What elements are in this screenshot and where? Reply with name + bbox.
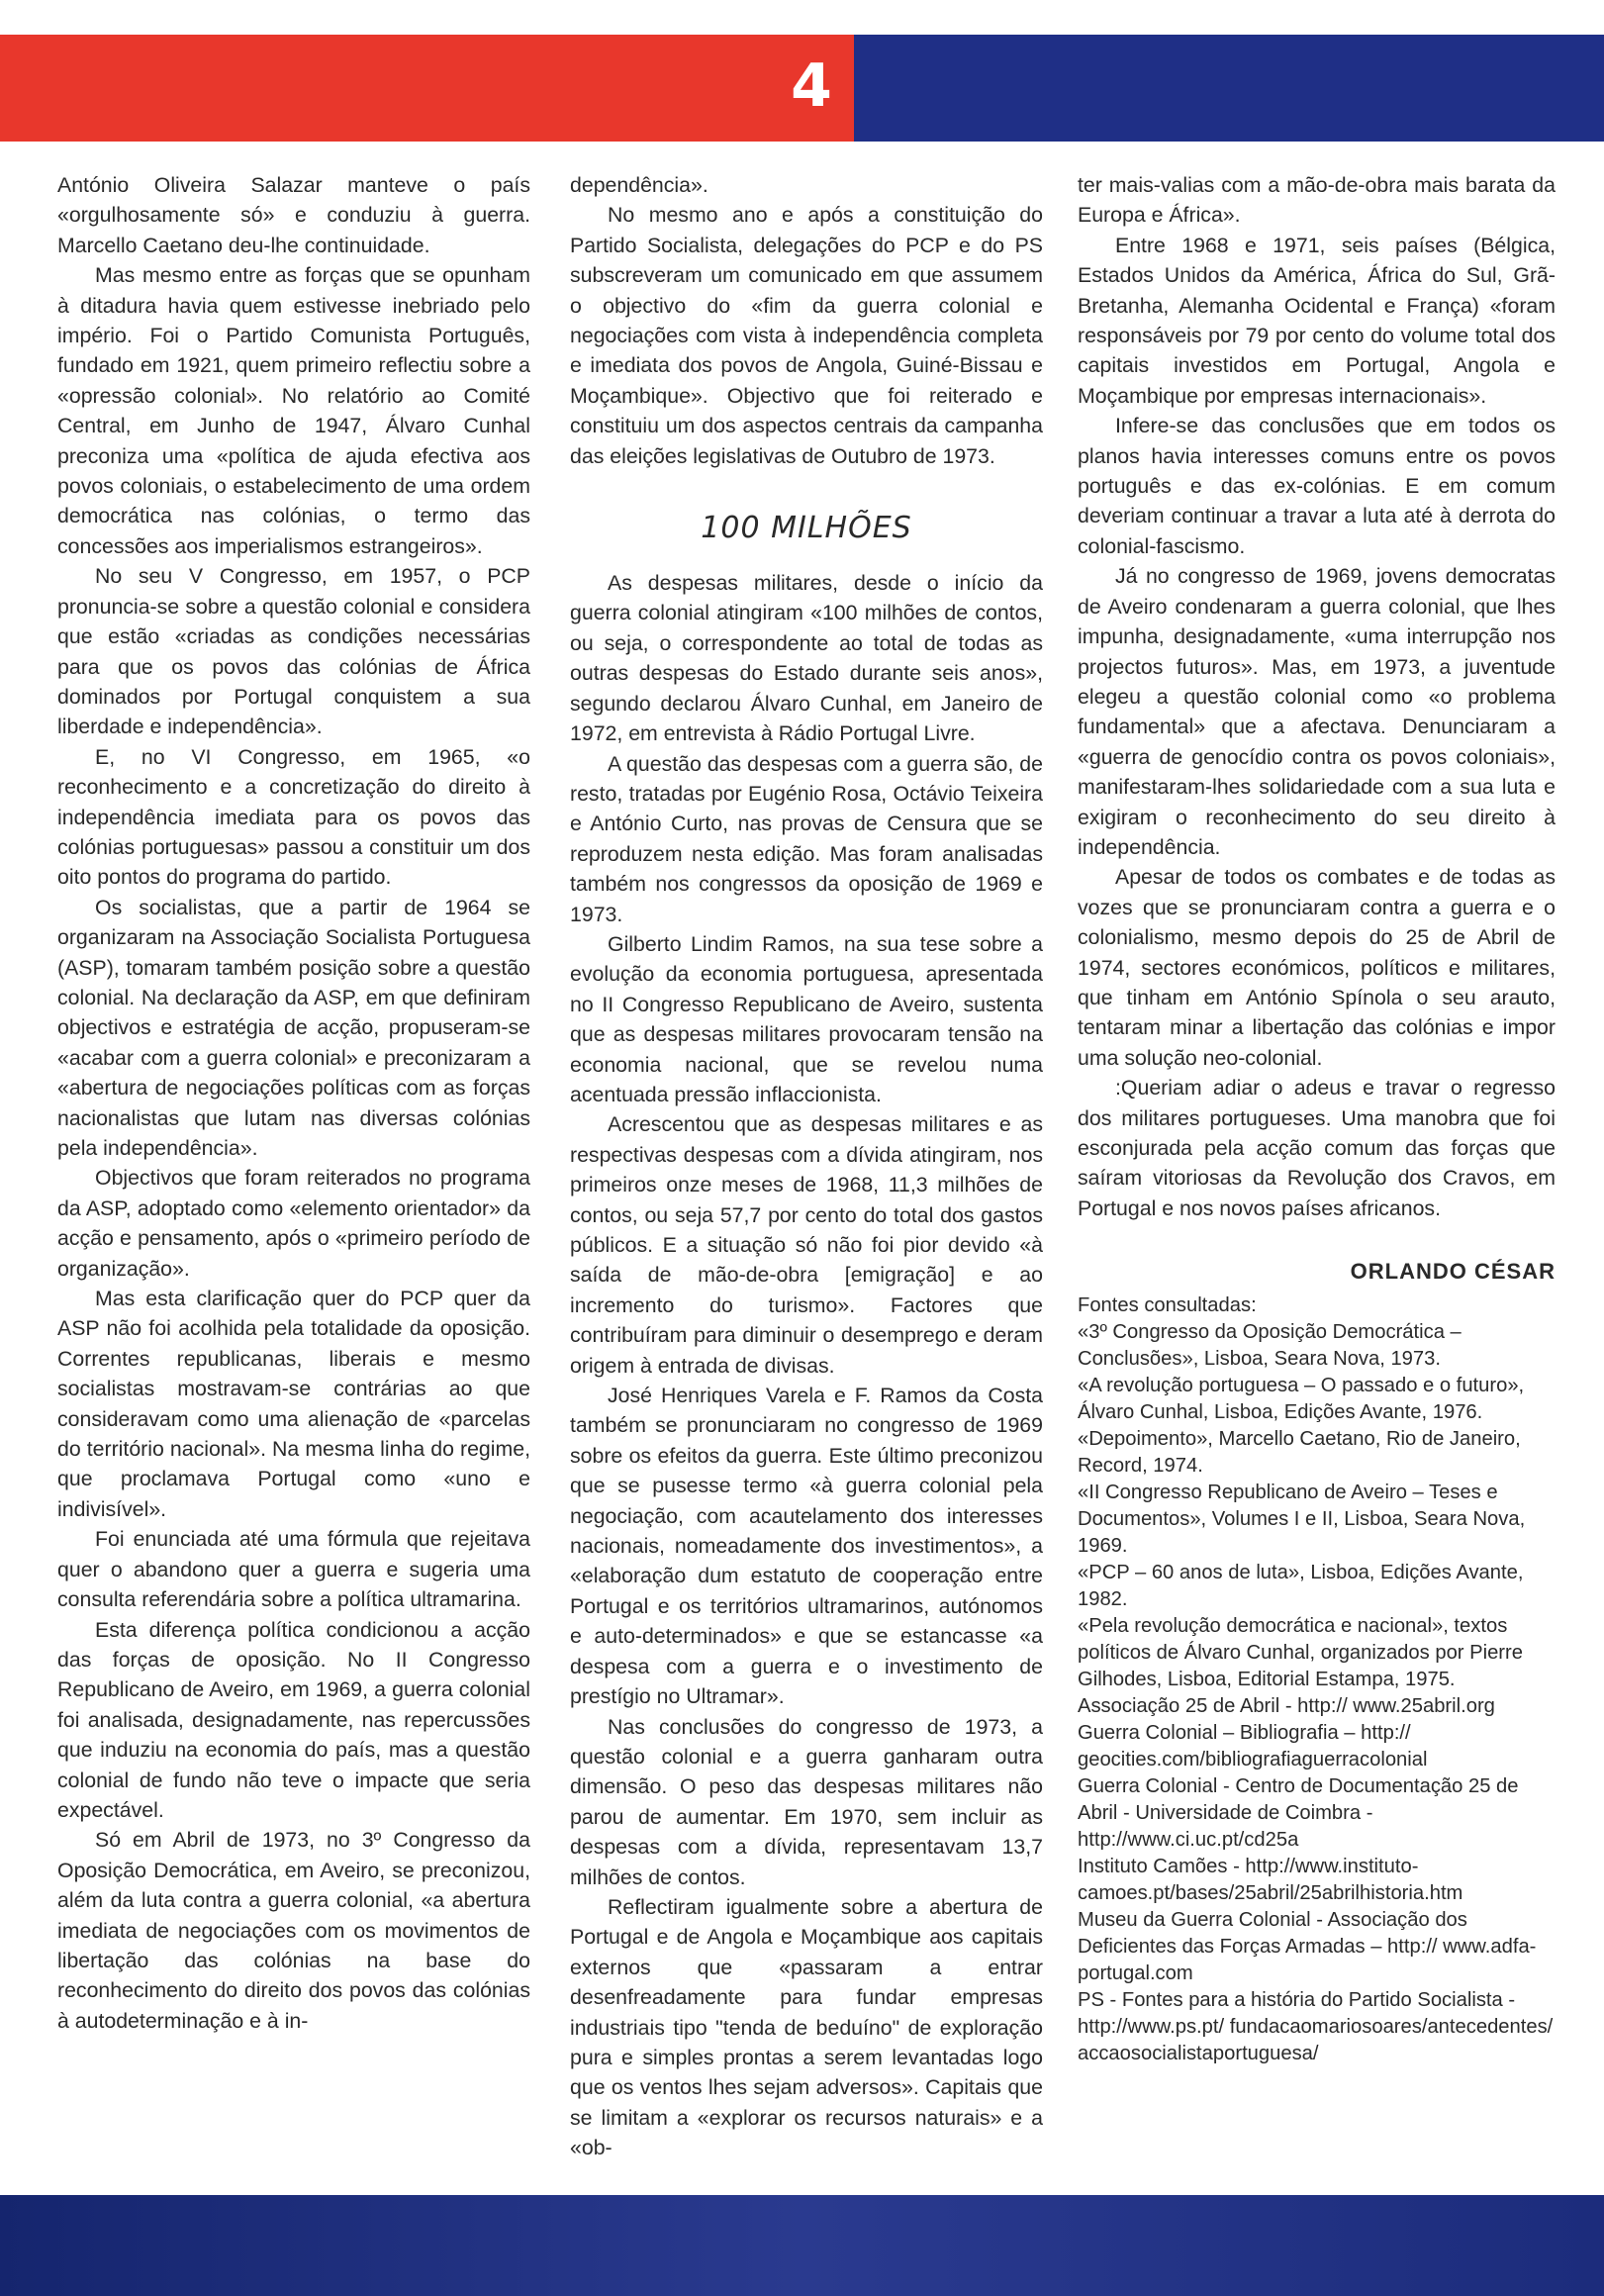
paragraph: Entre 1968 e 1971, seis países (Bélgica, Estados Unidos da América, África do Sul, Grã-Bretanha, Alemanha Ocidental e França) «foram responsáveis por 79 por cento do volume total dos capitais investidos em Portugal, Angola e Moçambique por empresas internacionais».: [1078, 233, 1556, 408]
source-item: «3º Congresso da Oposição Democrática – Conclusões», Lisboa, Seara Nova, 1973.: [1078, 1321, 1462, 1371]
paragraph: As despesas militares, desde o início da guerra colonial atingiram «100 milhões de contos, ou seja, o correspondente ao total de todas as outras despesas do Estado durante seis anos», segundo declarou Álvaro Cunhal, em Janeiro de 1972, em entrevista à Rádio Portugal Livre.: [570, 571, 1043, 746]
source-link-item: Guerra Colonial - Centro de Documentação 25 de Abril - Universidade de Coimbra - http://www.ci.uc.pt/cd25a: [1078, 1775, 1519, 1852]
paragraph: Apesar de todos os combates e de todas as vozes que se pronunciaram contra a guerra e o colonialismo, mesmo depois do 25 de Abril de 1974, sectores económicos, políticos e militares, que tinham em António Spínola o seu arauto, tentaram minar a libertação das colónias e impor uma solução neo-colonial.: [1078, 865, 1556, 1070]
paragraph: dependência».: [570, 173, 708, 197]
article-column-3: [1078, 170, 1556, 2067]
paragraph: Esta diferença política condicionou a acção das forças de oposição. No II Congresso Republicano de Aveiro, em 1969, a guerra colonial foi analisada, designadamente, nas repercussões que induziu na economia do país, mas a questão colonial de fundo não teve o impacte que seria expectável.: [57, 1617, 530, 1822]
header-band: [0, 35, 1604, 142]
paragraph: :Queriam adiar o adeus e travar o regresso dos militares portugueses. Uma manobra que foi esconjurada pela acção comum das forças que saíram vitoriosas da Revolução dos Cravos, em Portugal e nos novos países africanos.: [1078, 1076, 1556, 1220]
source-item: «A revolução portuguesa – O passado e o futuro», Álvaro Cunhal, Lisboa, Edições Avante, 1976.: [1078, 1375, 1525, 1424]
source-link-item: Associação 25 de Abril - http:// www.25abril.org: [1078, 1695, 1495, 1718]
paragraph: Nas conclusões do congresso de 1973, a questão colonial e a guerra ganharam outra dimensão. O peso das despesas militares não parou de aumentar. Em 1970, sem incluir as despesas com a dívida, representavam 13,7 milhões de contos.: [570, 1714, 1043, 1889]
header-red-block: [0, 35, 854, 142]
paragraph: Reflectiram igualmente sobre a abertura de Portugal e de Angola e Moçambique aos capitais externos que «passaram a entrar desenfreadamente para fundar empresas industriais tipo "tenda de beduíno" de exploração pura e simples prontas a serem levantadas logo que os ventos lhes sejam adversos». Capitais que se limitam a «explorar os recursos naturais» e a «ob-: [570, 1894, 1043, 2160]
source-link-item: Museu da Guerra Colonial - Associação dos Deficientes das Forças Armadas – http:// www.adfa-portugal.com: [1078, 1909, 1537, 1985]
paragraph: No mesmo ano e após a constituição do Partido Socialista, delegações do PCP e do PS subscreveram um comunicado em que assumem o objectivo do «fim da guerra colonial e negociações com vista à independência completa e imediata dos povos de Angola, Guiné-Bissau e Moçambique». Objectivo que foi reiterado e constituiu um dos aspectos centrais da campanha das eleições legislativas de Outubro de 1973.: [570, 203, 1043, 468]
source-link-item: Guerra Colonial – Bibliografia – http:// geocities.com/bibliografiaguerracolonial: [1078, 1722, 1428, 1771]
article-column-1: [57, 170, 530, 2036]
footer-band: [0, 2195, 1604, 2296]
paragraph: Os socialistas, que a partir de 1964 se organizaram na Associação Socialista Portuguesa (ASP), tomaram também posição sobre a questão colonial. Na declaração da ASP, em que definiram objectivos e estratégia de acção, propuseram-se «acabar com a guerra colonial» e preconizaram a «abertura de negociações políticas com as forças nacionalistas que lutam nas diversas colónias pela independência».: [57, 895, 530, 1160]
header-blue-block: [854, 35, 1604, 142]
section-heading: 100 MILHÕES: [701, 511, 912, 546]
paragraph: A questão das despesas com a guerra são, de resto, tratadas por Eugénio Rosa, Octávio Teixeira e António Curto, nas provas de Censura que se reproduzem nesta edição. Mas foram analisadas também nos congressos da oposição de 1969 e 1973.: [570, 751, 1043, 926]
paragraph: Gilberto Lindim Ramos, na sua tese sobre a evolução da economia portuguesa, apresentada no II Congresso Republicano de Aveiro, sustenta que as despesas militares provocaram tensão na economia nacional, que se revelou numa acentuada pressão inflaccionista.: [570, 931, 1043, 1106]
paragraph: Acrescentou que as despesas militares e as respectivas despesas com a dívida atingiram, nos primeiros onze meses de 1968, 11,3 milhões de contos, ou seja 57,7 por cento do total dos gastos públicos. E a situação só não foi pior devido «à saída de mão-de-obra [emigração] e ao incremento do turismo». Factores que contribuíram para diminuir o desemprego e deram origem à entrada de divisas.: [570, 1112, 1043, 1378]
sources-list: [1078, 1292, 1556, 2067]
source-item: «Depoimento», Marcello Caetano, Rio de Janeiro, Record, 1974.: [1078, 1428, 1521, 1478]
page-number: 4: [791, 51, 832, 121]
source-link-item: PS - Fontes para a história do Partido Socialista - http://www.ps.pt/ fundacaomariosoares/antecedentes/ accaosocialistaportuguesa/: [1078, 1989, 1554, 2065]
paragraph: ter mais-valias com a mão-de-obra mais barata da Europa e África».: [1078, 173, 1556, 228]
paragraph: Já no congresso de 1969, jovens democratas de Aveiro condenaram a guerra colonial, que lhes impunha, designadamente, «uma interrupção nos projectos futuros». Mas, em 1973, a juventude elegeu a questão colonial como «o problema fundamental» que a afectava. Denunciaram a «guerra de genocídio contra os povos coloniais», manifestaram-lhes solidariedade com a sua luta e exigiram o reconhecimento do seu direito à independência.: [1078, 564, 1556, 859]
paragraph: E, no VI Congresso, em 1965, «o reconhecimento e a concretização do direito à independência imediata para os povos das colónias portuguesas» passou a constituir um dos oito pontos do programa do partido.: [57, 744, 530, 890]
paragraph: Mas mesmo entre as forças que se opunham à ditadura havia quem estivesse inebriado pelo império. Foi o Partido Comunista Português, fundado em 1921, quem primeiro reflectiu sobre a «opressão colonial». No relatório ao Comité Central, em Junho de 1947, Álvaro Cunhal preconiza uma «política de ajuda efectiva aos povos coloniais, o estabelecimento de uma ordem democrática nas colónias, o termo das concessões aos imperialismos estrangeiros».: [57, 263, 530, 558]
paragraph: Objectivos que foram reiterados no programa da ASP, adoptado como «elemento orientador» da acção e pensamento, após o «primeiro período de organização».: [57, 1166, 530, 1281]
sources-title: Fontes consultadas:: [1078, 1294, 1257, 1317]
paragraph: Mas esta clarificação quer do PCP quer da ASP não foi acolhida pela totalidade da oposição. Correntes republicanas, liberais e mesmo socialistas mostravam-se contrárias ao que consideravam como uma alienação de «parcelas do território nacional». Na mesma linha do regime, que proclamava Portugal como «uno e indivisível».: [57, 1287, 530, 1521]
paragraph: No seu V Congresso, em 1957, o PCP pronuncia-se sobre a questão colonial e considera que estão «criadas as condições necessárias para que os povos das colónias de África dominados por Portugal conquistem a sua liberdade e independência».: [57, 564, 530, 739]
source-item: «II Congresso Republicano de Aveiro – Teses e Documentos», Volumes I e II, Lisboa, Seara Nova, 1969.: [1078, 1482, 1526, 1558]
article-column-2: [570, 170, 1043, 2163]
paragraph: Infere-se das conclusões que em todos os planos havia interesses comuns entre os povos português e das ex-colónias. E em comum deveriam continuar a travar a luta até à derrota do colonial-fascismo.: [1078, 414, 1556, 558]
paragraph: Só em Abril de 1973, no 3º Congresso da Oposição Democrática, em Aveiro, se preconizou, além da luta contra a guerra colonial, «a abertura imediata de negociações com os movimentos de libertação das colónias na base do reconhecimento do direito dos povos das colónias à autodeterminação e à in-: [57, 1828, 530, 2033]
paragraph: António Oliveira Salazar manteve o país «orgulhosamente só» e conduziu à guerra. Marcello Caetano deu-lhe continuidade.: [57, 173, 530, 257]
author-byline: ORLANDO CÉSAR: [1350, 1259, 1556, 1285]
source-item: «PCP – 60 anos de luta», Lisboa, Edições Avante, 1982.: [1078, 1562, 1524, 1611]
source-link-item: Instituto Camões - http://www.instituto-camoes.pt/bases/25abril/25abrilhistoria.htm: [1078, 1856, 1463, 1905]
paragraph: Foi enunciada até uma fórmula que rejeitava quer o abandono quer a guerra e sugeria uma consulta referendária sobre a política ultramarina.: [57, 1527, 530, 1612]
source-item: «Pela revolução democrática e nacional», textos políticos de Álvaro Cunhal, organizados por Pierre Gilhodes, Lisboa, Editorial Estampa, 1975.: [1078, 1615, 1523, 1691]
paragraph: José Henriques Varela e F. Ramos da Costa também se pronunciaram no congresso de 1969 sobre os efeitos da guerra. Este último preconizou que se pusesse termo «à guerra colonial pela negociação, com acautelamento dos interesses nacionais, nomeadamente dos investimentos», a «elaboração dum estatuto de cooperação entre Portugal e os territórios ultramarinos, autónomos e auto-determinados» e que se estancasse «a despesa com a guerra e o investimento de prestígio no Ultramar».: [570, 1384, 1043, 1709]
